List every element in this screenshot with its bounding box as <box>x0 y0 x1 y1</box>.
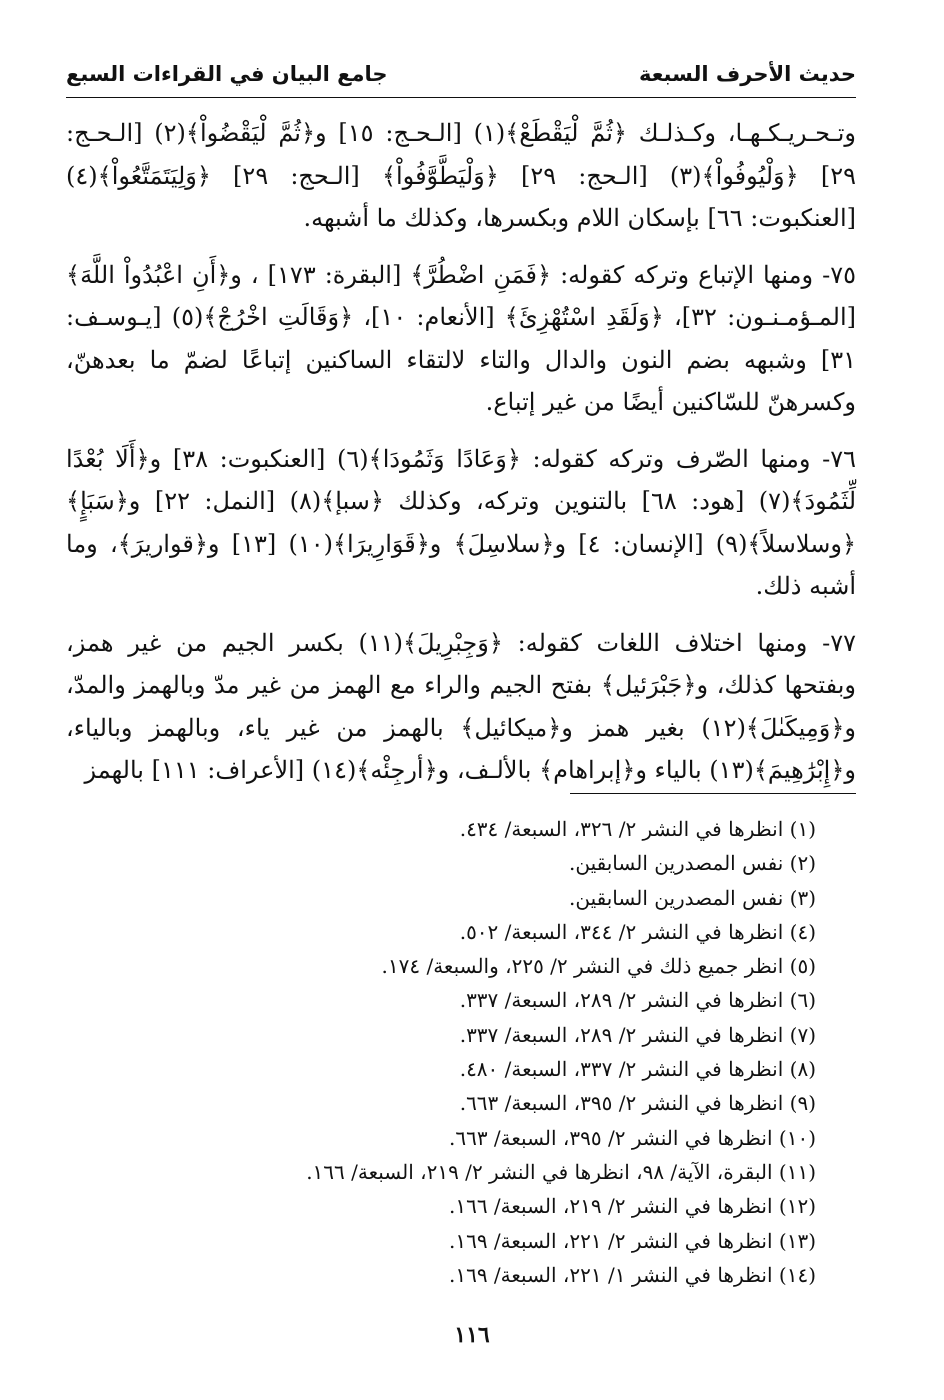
main-text <box>66 112 856 806</box>
paragraph-77: ٧٧- ومنها اختلاف اللغات كقوله: ﴿وَجِبْرِيلَ﴾(١١) بكسر الجيم من غير همز، وبفتحها كذلك، و﴿جَبْرَئيل﴾ بفتح الجيم والراء مع الهمز من غير مدّ وبالهمز والمدّ، و﴿وَمِيكَىٰلَ﴾(١٢) بغير همز و﴿ميكائيل﴾ بالهمز من غير ياء، وبالهمز وبالياء، و﴿إِبْرَٰهِيمَ﴾(١٣) بالياء و﴿إبراهام﴾ بالألـف، و﴿أرجِئْه﴾(١٤) [الأعراف: ١١١] بالهمز <box>66 628 856 784</box>
footnote: (١٠) انظرها في النشر ٢/ ٣٩٥، السبعة/ ٦٦٣. <box>448 1125 816 1150</box>
footnotes-list <box>116 812 816 1292</box>
footnote: (٤) انظرها في النشر ٢/ ٣٤٤، السبعة/ ٥٠٢. <box>459 919 816 944</box>
footnote: (١) انظرها في النشر ٢/ ٣٢٦، السبعة/ ٤٣٤. <box>459 817 816 841</box>
footnote: (٩) انظرها في النشر ٢/ ٣٩٥، السبعة/ ٦٦٣. <box>459 1091 816 1116</box>
footnote: (٢) نفس المصدرين السابقين. <box>568 851 816 876</box>
page-number: ١١٦ <box>454 1322 490 1348</box>
chapter-title: حديث الأحرف السبعة <box>638 62 856 86</box>
footnote-divider <box>570 793 856 794</box>
footnote: (٨) انظرها في النشر ٢/ ٣٣٧، السبعة/ ٤٨٠. <box>459 1057 816 1082</box>
book-title: جامع البيان في القراءات السبع <box>66 62 388 86</box>
footnote: (٥) انظر جميع ذلك في النشر ٢/ ٢٢٥، والسبعة/ ١٧٤. <box>381 954 816 979</box>
paragraph-continuation: وتـحـريـكـهـا، وكـذلـك ﴿ثُمَّ لْيَقْطَعْ﴾(١) [الـحـج: ١٥] و﴿ثُمَّ لْيَقْضُواْ﴾(٢) [الـحـج: ٢٩] ﴿وَلْيُوفُواْ﴾(٣) [الـحج: ٢٩] ﴿وَلْيَطَّوَّفُواْ﴾ [الـحج: ٢٩] ﴿وَلِيَتَمَتَّعُواْ﴾(٤) [العنكبوت: ٦٦] بإسكان اللام وبكسرها، وكذلك ما أشبهه. <box>66 119 857 232</box>
footnote: (٧) انظرها في النشر ٢/ ٢٨٩، السبعة/ ٣٣٧. <box>459 1022 816 1047</box>
footnote: (٦) انظرها في النشر ٢/ ٢٨٩، السبعة/ ٣٣٧. <box>459 988 816 1013</box>
running-header <box>66 58 856 98</box>
footnote: (١٢) انظرها في النشر ٢/ ٢١٩، السبعة/ ١٦٦. <box>448 1194 816 1219</box>
footnote: (١٣) انظرها في النشر ٢/ ٢٢١، السبعة/ ١٦٩. <box>448 1228 816 1253</box>
footnote: (١٤) انظرها في النشر ١/ ٢٢١، السبعة/ ١٦٩. <box>448 1262 816 1287</box>
footnote: (٣) نفس المصدرين السابقين. <box>568 885 816 910</box>
paragraph-76: ٧٦- ومنها الصّرف وتركه كقوله: ﴿وَعَادًا وَثَمُودَا﴾(٦) [العنكبوت: ٣٨] و﴿أَلَا بُعْدًا لِّثَمُودَ﴾(٧) [هود: ٦٨] بالتنوين وتركه، وكذلك ﴿سبإ﴾(٨) [النمل: ٢٢] و﴿سَبَإٍ﴾ ﴿وسلاسلاً﴾(٩) [الإنسان: ٤] و﴿سلاسِلَ﴾ و﴿قَوَارِيرَا﴾(١٠) [١٣] و﴿قواريرَ﴾، وما أشبه ذلك. <box>66 444 857 600</box>
footnote: (١١) البقرة، الآية/ ٩٨، انظرها في النشر ٢/ ٢١٩، السبعة/ ١٦٦. <box>306 1159 816 1184</box>
header-divider <box>66 97 856 98</box>
paragraph-75: ٧٥- ومنها الإتباع وتركه كقوله: ﴿فَمَنِ اضْطُرَّ﴾ [البقرة: ١٧٣] ، و﴿أَنِ اعْبُدُواْ اللَّهَ﴾ [المـؤمـنـون: ٣٢]، ﴿وَلَقَدِ اسْتُهْزِئَ﴾ [الأنعام: ١٠]، ﴿وَقَالَتِ اخْرُجْ﴾(٥) [يـوسـف: ٣١] وشبهه بضم النون والدال والتاء لالتقاء الساكنين إتباعًا لضمّ ما بعدهنّ، وكسرهنّ للسّاكنين أيضًا من غير إتباع. <box>66 260 857 416</box>
